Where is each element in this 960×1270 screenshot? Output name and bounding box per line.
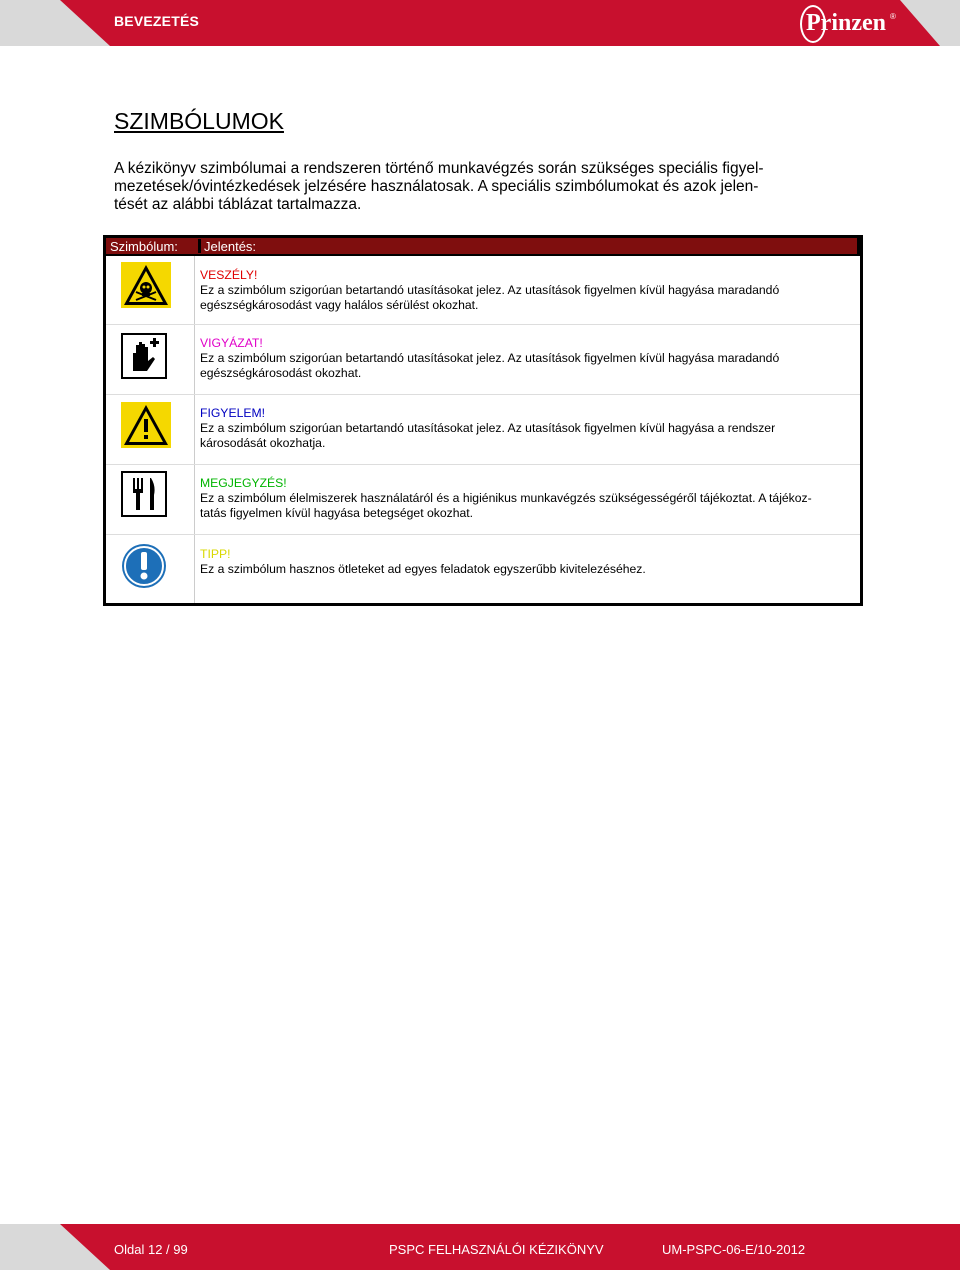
- symbol-description-line: Ez a szimbólum hasznos ötleteket ad egyes feladatok egyszerűbb kivitelezéséhez.: [200, 562, 646, 576]
- table-row: [106, 395, 860, 465]
- symbol-label: FIGYELEM!: [200, 406, 266, 420]
- symbol-description-line: egészségkárosodást vagy halálos sérülést okozhat.: [200, 298, 479, 312]
- symbol-label: VIGYÁZAT!: [200, 336, 263, 350]
- column-header-meaning: Jelentés:: [198, 239, 256, 253]
- intro-line: tését az alábbi táblázat tartalmazza.: [114, 196, 362, 213]
- symbol-description-line: tatás figyelmen kívül hagyása betegséget okozhat.: [200, 506, 474, 520]
- page-number: Oldal 12 / 99: [114, 1242, 188, 1257]
- symbols-table: [103, 235, 863, 606]
- section-title: BEVEZETÉS: [114, 13, 200, 29]
- table-header: [106, 238, 860, 256]
- manual-title: PSPC FELHASZNÁLÓI KÉZIKÖNYV: [389, 1242, 604, 1257]
- exclamation-warning-icon: [121, 402, 171, 448]
- symbol-description-line: Ez a szimbólum szigorúan betartandó utasításokat jelez. Az utasítások figyelmen kívül hagyása maradandó: [200, 351, 780, 365]
- skull-warning-icon: [121, 262, 171, 308]
- page-title: SZIMBÓLUMOK: [114, 108, 284, 134]
- table-row: [106, 535, 860, 603]
- header-end-bar: [857, 238, 860, 254]
- page-footer: [0, 1224, 960, 1270]
- symbol-description-line: egészségkárosodást okozhat.: [200, 366, 362, 380]
- table-row: [106, 256, 860, 325]
- symbol-label: TIPP!: [200, 547, 231, 561]
- intro-line: mezetések/óvintézkedések jelzésére használatosak. A speciális szimbólumokat és azok jelen-: [114, 178, 759, 195]
- column-header-symbol: Szimbólum:: [110, 239, 178, 254]
- symbol-label: MEGJEGYZÉS!: [200, 476, 287, 490]
- symbol-description-line: Ez a szimbólum szigorúan betartandó utasításokat jelez. Az utasítások figyelmen kívül hagyása maradandó: [200, 283, 780, 297]
- symbol-label: VESZÉLY!: [200, 268, 258, 282]
- table-row: [106, 465, 860, 535]
- document-code: UM-PSPC-06-E/10-2012: [662, 1242, 806, 1257]
- intro-paragraph: [114, 160, 794, 214]
- table-row: [106, 325, 860, 395]
- symbol-description-line: károsodását okozhatja.: [200, 436, 326, 450]
- info-exclamation-icon: [121, 543, 167, 589]
- logo-registered-mark: ®: [890, 12, 896, 21]
- fork-knife-icon: [121, 471, 167, 517]
- symbol-description-line: Ez a szimbólum élelmiszerek használatáról és a higiénikus munkavégzés szükségességéről tájékoztat. A tájékoz-: [200, 491, 812, 505]
- hand-caution-icon: [121, 333, 167, 379]
- logo: Prinzen: [806, 10, 886, 36]
- symbol-description-line: Ez a szimbólum szigorúan betartandó utasításokat jelez. Az utasítások figyelmen kívül hagyása a rendszer: [200, 421, 776, 435]
- intro-line: A kézikönyv szimbólumai a rendszeren történő munkavégzés során szükséges speciális figyel-: [114, 160, 764, 177]
